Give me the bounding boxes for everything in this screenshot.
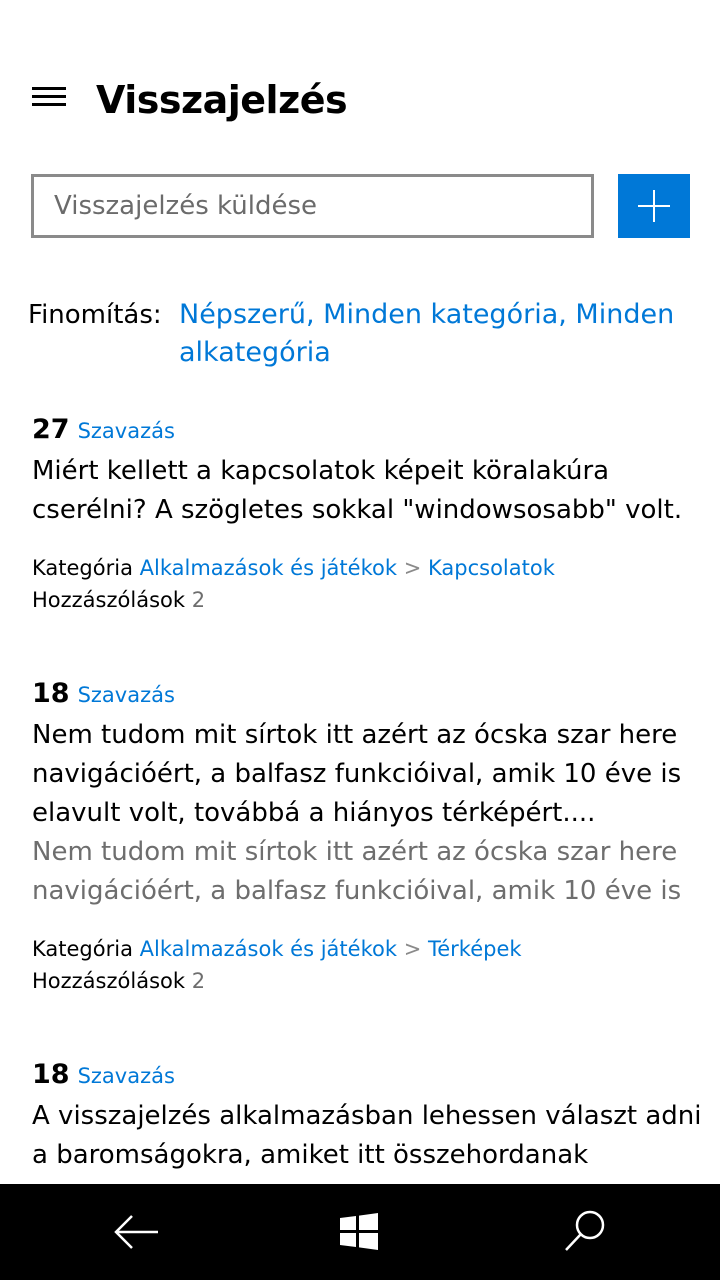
- comments-count: 2: [191, 588, 206, 612]
- feedback-title[interactable]: Nem tudom mit sírtok itt azért az ócska szar here navigációért, a balfasz funkcióival, amik 10 éve is elavult volt, továbbá a hiányos térképért....: [32, 720, 682, 828]
- comments-line: [32, 965, 702, 997]
- feedback-search-input[interactable]: [31, 174, 594, 238]
- vote-link[interactable]: Szavazás: [77, 419, 175, 443]
- hamburger-menu-icon[interactable]: [32, 87, 66, 109]
- vote-link[interactable]: Szavazás: [77, 683, 175, 707]
- add-feedback-button[interactable]: [618, 174, 690, 238]
- windows-logo-icon[interactable]: [326, 1200, 390, 1264]
- category-label: Kategória: [32, 937, 133, 961]
- breadcrumb-separator: >: [403, 937, 422, 961]
- category-link[interactable]: Alkalmazások és játékok: [139, 937, 397, 961]
- category-line: [32, 933, 702, 965]
- feedback-title[interactable]: A visszajelzés alkalmazásban lehessen választ adni a baromságokra, amiket itt összehordanak: [32, 1101, 702, 1170]
- filter-label: Finomítás:: [28, 300, 162, 330]
- comments-line: [32, 584, 702, 616]
- system-navigation-bar: [0, 1184, 720, 1280]
- vote-count: 18: [32, 678, 70, 709]
- comments-count: 2: [191, 969, 206, 993]
- back-arrow-icon[interactable]: [104, 1200, 168, 1264]
- vote-count: 18: [32, 1059, 70, 1090]
- feedback-item[interactable]: [32, 674, 702, 997]
- subcategory-link[interactable]: Térképek: [427, 937, 522, 961]
- search-icon[interactable]: [552, 1200, 616, 1264]
- category-line: [32, 552, 702, 584]
- feedback-excerpt-line: navigációért, a balfasz funkcióival, amik 10 éve is: [32, 876, 682, 906]
- page-title: Visszajelzés: [96, 78, 348, 122]
- filter-link[interactable]: Népszerű, Minden kategória, Minden alkategória: [179, 299, 675, 368]
- comments-label: Hozzászólások: [32, 969, 186, 993]
- category-link[interactable]: Alkalmazások és játékok: [139, 556, 397, 580]
- feedback-title[interactable]: Miért kellett a kapcsolatok képeit köralakúra cserélni? A szögletes sokkal "windowsosabb" volt.: [32, 456, 683, 525]
- vote-link[interactable]: Szavazás: [77, 1064, 175, 1088]
- feedback-item[interactable]: [32, 1055, 702, 1175]
- subcategory-link[interactable]: Kapcsolatok: [427, 556, 555, 580]
- feedback-item[interactable]: [32, 410, 702, 616]
- comments-label: Hozzászólások: [32, 588, 186, 612]
- category-label: Kategória: [32, 556, 133, 580]
- breadcrumb-separator: >: [403, 556, 422, 580]
- feedback-list[interactable]: [32, 410, 702, 1170]
- feedback-excerpt-line: Nem tudom mit sírtok itt azért az ócska szar here: [32, 837, 678, 867]
- vote-count: 27: [32, 414, 70, 445]
